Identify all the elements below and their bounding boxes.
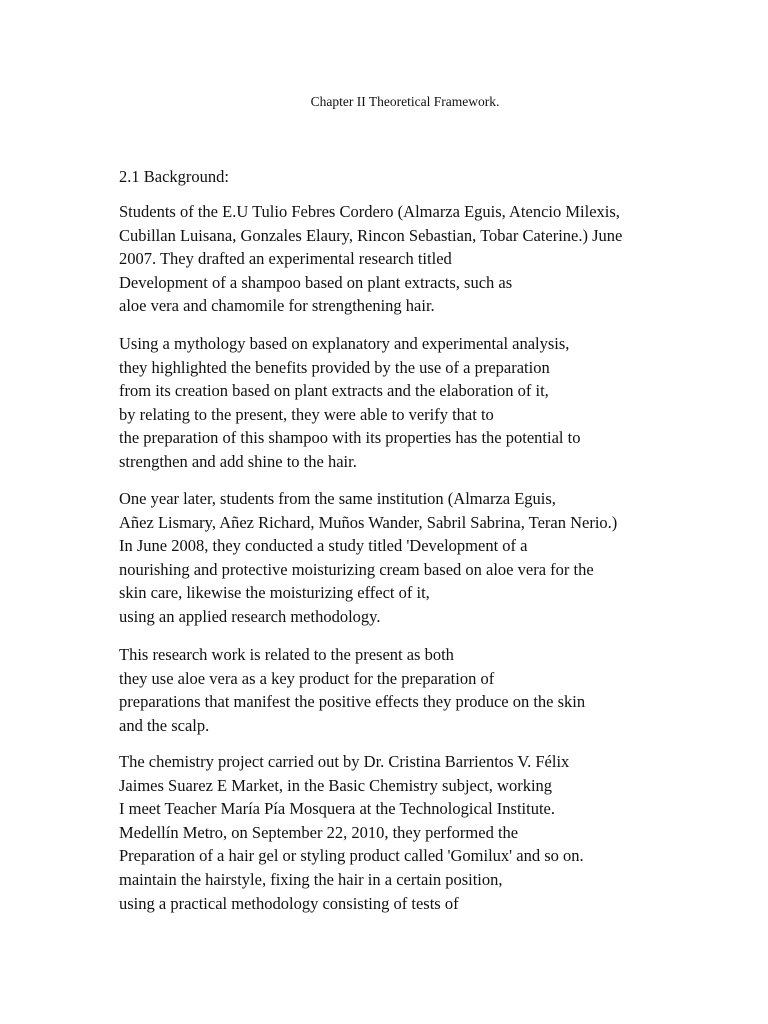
text-line: using an applied research methodology. — [119, 606, 381, 626]
text-line: preparations that manifest the positive effects they produce on the skin — [119, 692, 586, 712]
text-line: Cubillan Luisana, Gonzales Elaury, Rincon Sebastian, Tobar Caterine.) June — [119, 225, 623, 245]
text-line: Añez Lismary, Añez Richard, Muños Wander, Sabril Sabrina, Teran Nerio.) — [119, 512, 618, 532]
chapter-title: Chapter II Theoretical Framework. — [310, 94, 500, 109]
text-line: Development of a shampoo based on plant extracts, such as — [119, 272, 513, 292]
text-line: Using a mythology based on explanatory and experimental analysis, — [119, 334, 570, 353]
text-line: they use aloe vera as a key product for the preparation of — [119, 668, 495, 688]
text-line: nourishing and protective moisturizing cream based on aloe vera for the — [119, 559, 594, 579]
paragraph-4 — [119, 643, 585, 737]
paragraph-2 — [119, 332, 580, 474]
text-line: from its creation based on plant extracts and the elaboration of it, — [119, 381, 549, 401]
text-line: This research work is related to the present as both — [119, 645, 454, 664]
paragraph-1 — [119, 200, 622, 318]
text-line: 2007. They drafted an experimental research titled — [119, 249, 452, 269]
text-line: by relating to the present, they were able to verify that to — [119, 404, 494, 424]
text-line: I meet Teacher María Pía Mosquera at the Technological Institute. — [119, 799, 556, 819]
text-line: Students of the E.U Tulio Febres Cordero (Almarza Eguis, Atencio Milexis, — [119, 202, 620, 221]
text-line: using a practical methodology consisting of tests of — [119, 893, 459, 913]
text-line: skin care, likewise the moisturizing effect of it, — [119, 583, 430, 603]
text-line: and the scalp. — [119, 715, 210, 735]
text-line: they highlighted the benefits provided by the use of a preparation — [119, 357, 550, 377]
text-line: maintain the hairstyle, fixing the hair in a certain position, — [119, 869, 503, 889]
paragraph-3 — [119, 487, 617, 629]
text-line: aloe vera and chamomile for strengthening hair. — [119, 296, 435, 316]
text-line: Medellín Metro, on September 22, 2010, they performed the — [119, 822, 519, 842]
text-line: Preparation of a hair gel or styling product called 'Gomilux' and so on. — [119, 846, 584, 866]
text-line: One year later, students from the same institution (Almarza Eguis, — [119, 489, 556, 508]
text-line: the preparation of this shampoo with its properties has the potential to — [119, 428, 581, 448]
text-line: strengthen and add shine to the hair. — [119, 451, 357, 471]
text-line: The chemistry project carried out by Dr. Cristina Barrientos V. Félix — [119, 752, 570, 771]
text-line: In June 2008, they conducted a study titled 'Development of a — [119, 536, 528, 556]
text-line: Jaimes Suarez E Market, in the Basic Chemistry subject, working — [119, 775, 553, 795]
section-heading: 2.1 Background: — [119, 167, 229, 186]
paragraph-5 — [119, 750, 584, 915]
